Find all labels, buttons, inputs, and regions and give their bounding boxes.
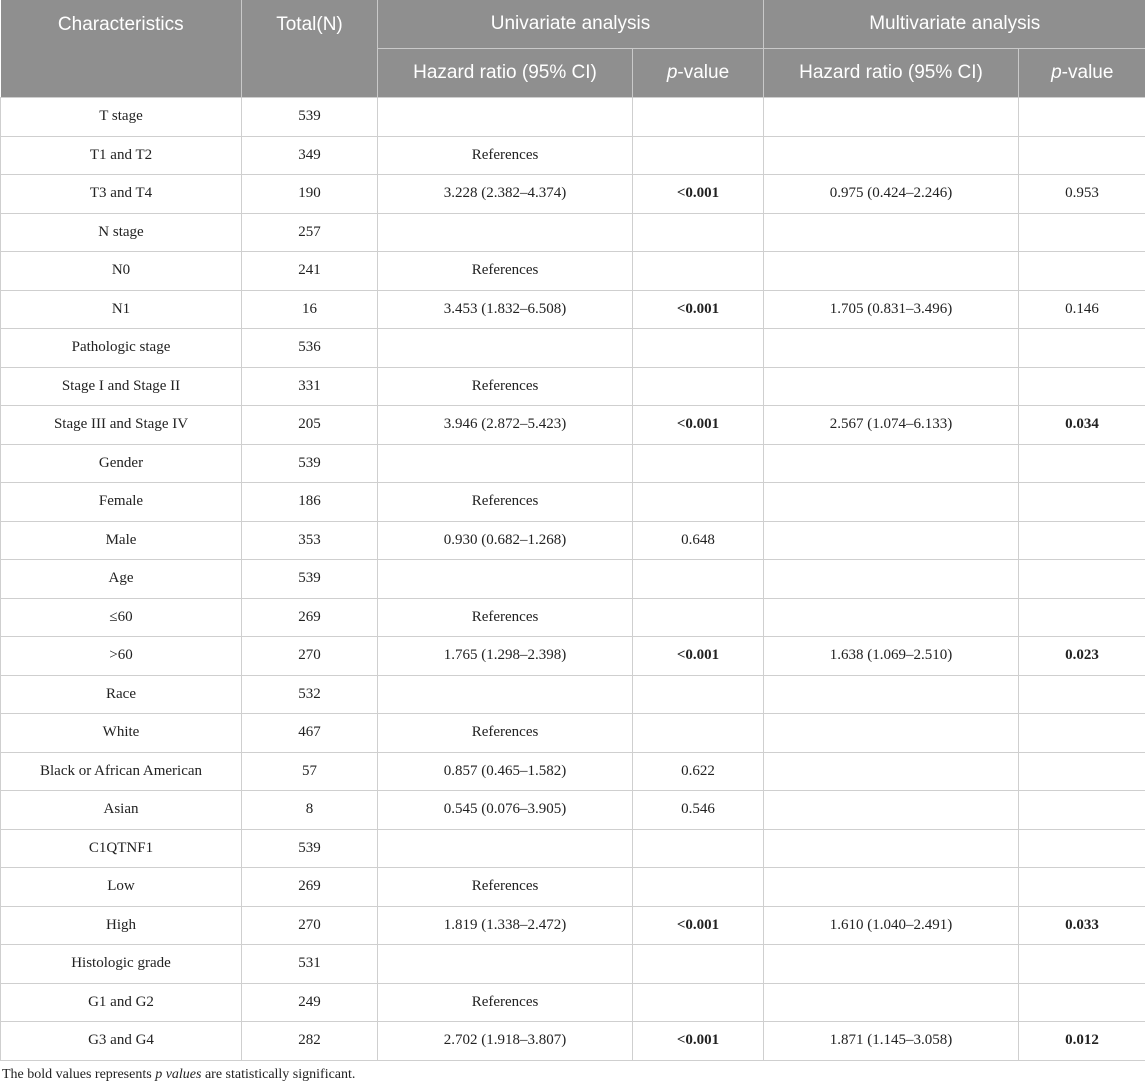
multivariate-hr-cell <box>764 752 1019 791</box>
characteristic-cell: Black or African American <box>1 752 242 791</box>
table-row <box>1 290 1145 329</box>
table-row <box>1 483 1145 522</box>
header-characteristics: Characteristics <box>1 0 242 98</box>
total-cell: 269 <box>242 868 378 907</box>
multivariate-p-cell <box>1019 98 1145 137</box>
total-cell: 539 <box>242 560 378 599</box>
multivariate-p-cell: 0.033 <box>1019 906 1145 945</box>
univariate-hr-cell: 0.857 (0.465–1.582) <box>378 752 633 791</box>
univariate-p-cell <box>633 598 764 637</box>
total-cell: 186 <box>242 483 378 522</box>
univariate-p-cell <box>633 367 764 406</box>
univariate-p-cell <box>633 868 764 907</box>
multivariate-p-cell <box>1019 136 1145 175</box>
total-cell: 539 <box>242 829 378 868</box>
multivariate-hr-cell <box>764 983 1019 1022</box>
header-univariate-hr: Hazard ratio (95% CI) <box>378 49 633 98</box>
characteristic-cell: High <box>1 906 242 945</box>
header-univariate: Univariate analysis <box>378 0 764 49</box>
univariate-p-cell <box>633 945 764 984</box>
univariate-p-cell <box>633 136 764 175</box>
multivariate-p-cell <box>1019 791 1145 830</box>
univariate-p-cell: 0.546 <box>633 791 764 830</box>
multivariate-p-cell <box>1019 945 1145 984</box>
total-cell: 270 <box>242 906 378 945</box>
multivariate-hr-cell <box>764 791 1019 830</box>
univariate-p-cell <box>633 444 764 483</box>
multivariate-hr-cell <box>764 213 1019 252</box>
characteristic-cell: White <box>1 714 242 753</box>
multivariate-p-cell <box>1019 329 1145 368</box>
multivariate-p-cell <box>1019 560 1145 599</box>
table-row <box>1 945 1145 984</box>
univariate-hr-cell: References <box>378 598 633 637</box>
univariate-hr-cell: References <box>378 136 633 175</box>
characteristic-cell: Low <box>1 868 242 907</box>
univariate-p-cell: 0.622 <box>633 752 764 791</box>
multivariate-p-cell <box>1019 752 1145 791</box>
total-cell: 536 <box>242 329 378 368</box>
univariate-hr-cell <box>378 98 633 137</box>
total-cell: 57 <box>242 752 378 791</box>
characteristic-cell: G3 and G4 <box>1 1022 242 1061</box>
total-cell: 531 <box>242 945 378 984</box>
characteristic-cell: Stage III and Stage IV <box>1 406 242 445</box>
multivariate-hr-cell: 2.567 (1.074–6.133) <box>764 406 1019 445</box>
total-cell: 257 <box>242 213 378 252</box>
total-cell: 539 <box>242 444 378 483</box>
table-row <box>1 714 1145 753</box>
multivariate-hr-cell <box>764 560 1019 599</box>
univariate-hr-cell <box>378 444 633 483</box>
total-cell: 282 <box>242 1022 378 1061</box>
univariate-hr-cell: 3.453 (1.832–6.508) <box>378 290 633 329</box>
multivariate-hr-cell: 1.638 (1.069–2.510) <box>764 637 1019 676</box>
multivariate-p-cell: 0.953 <box>1019 175 1145 214</box>
total-cell: 331 <box>242 367 378 406</box>
univariate-p-cell <box>633 829 764 868</box>
header-multivariate: Multivariate analysis <box>764 0 1145 49</box>
table-row <box>1 598 1145 637</box>
univariate-hr-cell <box>378 945 633 984</box>
characteristic-cell: Pathologic stage <box>1 329 242 368</box>
univariate-p-cell: <0.001 <box>633 175 764 214</box>
characteristic-cell: T stage <box>1 98 242 137</box>
univariate-p-cell: <0.001 <box>633 1022 764 1061</box>
total-cell: 269 <box>242 598 378 637</box>
multivariate-hr-cell <box>764 675 1019 714</box>
univariate-p-cell <box>633 983 764 1022</box>
univariate-p-cell <box>633 213 764 252</box>
univariate-hr-cell: References <box>378 868 633 907</box>
total-cell: 190 <box>242 175 378 214</box>
univariate-hr-cell: 2.702 (1.918–3.807) <box>378 1022 633 1061</box>
characteristic-cell: >60 <box>1 637 242 676</box>
univariate-hr-cell: References <box>378 252 633 291</box>
multivariate-p-cell <box>1019 829 1145 868</box>
multivariate-p-cell <box>1019 983 1145 1022</box>
multivariate-hr-cell <box>764 868 1019 907</box>
total-cell: 16 <box>242 290 378 329</box>
table-body <box>1 98 1145 1061</box>
univariate-hr-cell: 3.946 (2.872–5.423) <box>378 406 633 445</box>
multivariate-p-cell <box>1019 213 1145 252</box>
header-total: Total(N) <box>242 0 378 98</box>
table-row <box>1 791 1145 830</box>
univariate-hr-cell <box>378 675 633 714</box>
table-row <box>1 752 1145 791</box>
total-cell: 205 <box>242 406 378 445</box>
total-cell: 539 <box>242 98 378 137</box>
multivariate-hr-cell: 0.975 (0.424–2.246) <box>764 175 1019 214</box>
table-row <box>1 406 1145 445</box>
table-row <box>1 868 1145 907</box>
univariate-p-cell: <0.001 <box>633 906 764 945</box>
total-cell: 8 <box>242 791 378 830</box>
multivariate-hr-cell: 1.871 (1.145–3.058) <box>764 1022 1019 1061</box>
characteristic-cell: G1 and G2 <box>1 983 242 1022</box>
multivariate-hr-cell <box>764 714 1019 753</box>
univariate-p-cell: <0.001 <box>633 637 764 676</box>
multivariate-p-cell: 0.012 <box>1019 1022 1145 1061</box>
characteristic-cell: Male <box>1 521 242 560</box>
table-row <box>1 175 1145 214</box>
univariate-hr-cell <box>378 213 633 252</box>
multivariate-hr-cell <box>764 945 1019 984</box>
multivariate-p-cell <box>1019 367 1145 406</box>
characteristic-cell: N0 <box>1 252 242 291</box>
total-cell: 532 <box>242 675 378 714</box>
multivariate-hr-cell <box>764 329 1019 368</box>
table-row <box>1 675 1145 714</box>
univariate-p-cell <box>633 252 764 291</box>
univariate-hr-cell <box>378 560 633 599</box>
characteristic-cell: Gender <box>1 444 242 483</box>
multivariate-p-cell <box>1019 598 1145 637</box>
table-row <box>1 444 1145 483</box>
multivariate-hr-cell <box>764 98 1019 137</box>
univariate-p-cell <box>633 560 764 599</box>
table-row <box>1 560 1145 599</box>
characteristic-cell: Female <box>1 483 242 522</box>
characteristic-cell: Asian <box>1 791 242 830</box>
multivariate-hr-cell <box>764 136 1019 175</box>
multivariate-hr-cell <box>764 521 1019 560</box>
multivariate-p-cell <box>1019 675 1145 714</box>
table-row <box>1 252 1145 291</box>
characteristic-cell: N1 <box>1 290 242 329</box>
table-row <box>1 136 1145 175</box>
total-cell: 353 <box>242 521 378 560</box>
characteristic-cell: Histologic grade <box>1 945 242 984</box>
univariate-hr-cell: 0.545 (0.076–3.905) <box>378 791 633 830</box>
table-footnote: The bold values represents p values are statistically significant. <box>2 1066 356 1082</box>
univariate-hr-cell <box>378 329 633 368</box>
univariate-hr-cell: References <box>378 983 633 1022</box>
univariate-hr-cell: 3.228 (2.382–4.374) <box>378 175 633 214</box>
univariate-hr-cell: References <box>378 714 633 753</box>
table-row <box>1 521 1145 560</box>
multivariate-p-cell <box>1019 521 1145 560</box>
characteristic-cell: Race <box>1 675 242 714</box>
header-multivariate-hr: Hazard ratio (95% CI) <box>764 49 1019 98</box>
table-row <box>1 637 1145 676</box>
univariate-hr-cell: References <box>378 367 633 406</box>
univariate-p-cell: 0.648 <box>633 521 764 560</box>
multivariate-hr-cell: 1.610 (1.040–2.491) <box>764 906 1019 945</box>
multivariate-hr-cell <box>764 367 1019 406</box>
univariate-p-cell: <0.001 <box>633 290 764 329</box>
total-cell: 270 <box>242 637 378 676</box>
characteristic-cell: T1 and T2 <box>1 136 242 175</box>
total-cell: 249 <box>242 983 378 1022</box>
characteristic-cell: Stage I and Stage II <box>1 367 242 406</box>
multivariate-p-cell: 0.023 <box>1019 637 1145 676</box>
total-cell: 241 <box>242 252 378 291</box>
univariate-p-cell <box>633 675 764 714</box>
univariate-hr-cell: References <box>378 483 633 522</box>
multivariate-p-cell: 0.034 <box>1019 406 1145 445</box>
univariate-p-cell <box>633 329 764 368</box>
table-row <box>1 829 1145 868</box>
characteristic-cell: T3 and T4 <box>1 175 242 214</box>
multivariate-hr-cell <box>764 829 1019 868</box>
table-row <box>1 906 1145 945</box>
multivariate-hr-cell <box>764 483 1019 522</box>
multivariate-hr-cell <box>764 598 1019 637</box>
multivariate-p-cell <box>1019 868 1145 907</box>
table-row <box>1 367 1145 406</box>
characteristic-cell: N stage <box>1 213 242 252</box>
univariate-hr-cell: 1.765 (1.298–2.398) <box>378 637 633 676</box>
univariate-p-cell <box>633 483 764 522</box>
characteristic-cell: Age <box>1 560 242 599</box>
univariate-p-cell <box>633 714 764 753</box>
table-row <box>1 1022 1145 1061</box>
total-cell: 467 <box>242 714 378 753</box>
characteristic-cell: C1QTNF1 <box>1 829 242 868</box>
characteristic-cell: ≤60 <box>1 598 242 637</box>
table-row <box>1 983 1145 1022</box>
univariate-hr-cell: 1.819 (1.338–2.472) <box>378 906 633 945</box>
univariate-p-cell: <0.001 <box>633 406 764 445</box>
table-row <box>1 213 1145 252</box>
table-row <box>1 329 1145 368</box>
univariate-p-cell <box>633 98 764 137</box>
univariate-hr-cell: 0.930 (0.682–1.268) <box>378 521 633 560</box>
header-multivariate-p: p-value <box>1019 49 1145 98</box>
multivariate-hr-cell <box>764 444 1019 483</box>
multivariate-p-cell <box>1019 483 1145 522</box>
multivariate-p-cell: 0.146 <box>1019 290 1145 329</box>
multivariate-p-cell <box>1019 252 1145 291</box>
multivariate-p-cell <box>1019 714 1145 753</box>
header-univariate-p: p-value <box>633 49 764 98</box>
multivariate-p-cell <box>1019 444 1145 483</box>
total-cell: 349 <box>242 136 378 175</box>
table-row <box>1 98 1145 137</box>
multivariate-hr-cell <box>764 252 1019 291</box>
table-header <box>1 0 1145 98</box>
multivariate-hr-cell: 1.705 (0.831–3.496) <box>764 290 1019 329</box>
univariate-hr-cell <box>378 829 633 868</box>
